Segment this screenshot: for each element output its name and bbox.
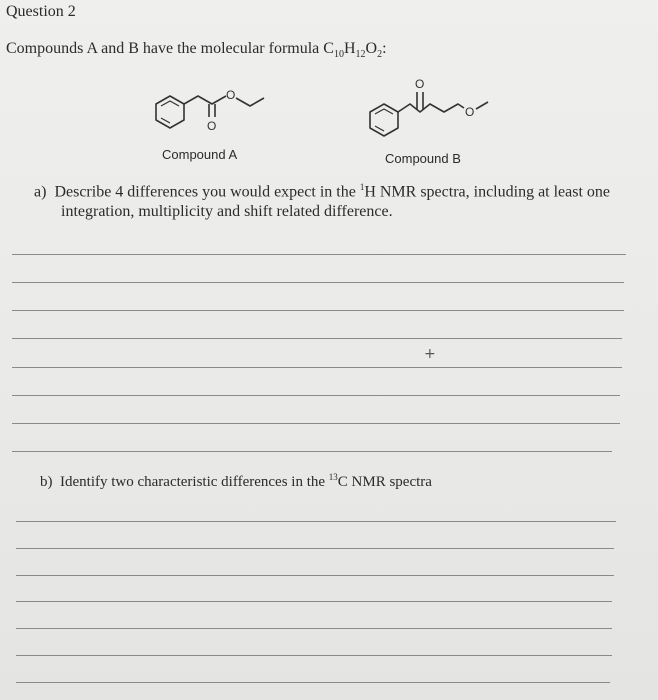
part-a-answer-line[interactable] <box>12 367 622 368</box>
compound-b-label: Compound B <box>385 151 461 166</box>
part-b-answer-line[interactable] <box>16 601 612 602</box>
part-a-prompt-continued: integration, multiplicity and shift related difference. <box>61 203 393 220</box>
part-a-answer-line[interactable] <box>12 254 626 255</box>
part-a-answer-line[interactable] <box>12 338 622 339</box>
compound-a-chain <box>184 96 226 104</box>
part-a-answer-line[interactable] <box>12 395 620 396</box>
compound-a-label: Compound A <box>162 147 238 162</box>
compound-a-ester-o: O <box>226 88 236 102</box>
compound-b-carbonyl-o: O <box>415 77 425 91</box>
part-a-answer-line[interactable] <box>12 423 620 424</box>
part-b-answer-line[interactable] <box>16 575 614 576</box>
question-title: Question 2 <box>6 3 76 20</box>
compound-b-structure <box>364 74 514 134</box>
part-a-prompt: a) Describe 4 differences you would expect in the $^1$H NMR spectra, including at least one <box>34 182 611 201</box>
part-a-answer-line[interactable] <box>12 282 624 283</box>
compound-b-chain <box>398 104 464 112</box>
compound-a-structure <box>150 84 290 144</box>
part-b-answer-line[interactable] <box>16 682 610 683</box>
plus-mark: + <box>424 346 436 362</box>
part-b-answer-line[interactable] <box>16 628 612 629</box>
part-a-answer-line[interactable] <box>12 310 624 311</box>
part-b-answer-line[interactable] <box>16 548 614 549</box>
compound-a-carbonyl-o: O <box>207 119 217 133</box>
question-intro: Compounds A and B have the molecular formula $C_{10}H_{12}O_2$: <box>6 40 387 61</box>
part-a-answer-line[interactable] <box>12 451 612 452</box>
part-b-prompt: b) Identify two characteristic differences in the $^{13}$C NMR spectra <box>40 472 432 490</box>
part-b-answer-line[interactable] <box>16 521 616 522</box>
compound-b-ether-o: O <box>465 105 475 119</box>
part-b-answer-line[interactable] <box>16 655 612 656</box>
